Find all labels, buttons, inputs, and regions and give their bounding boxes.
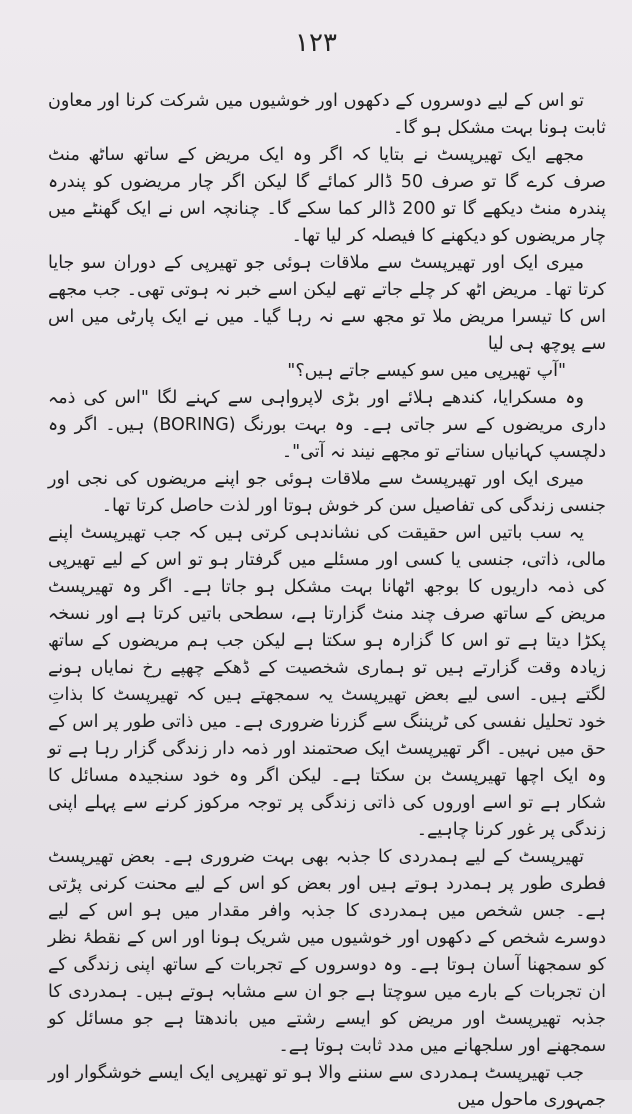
paragraph-5: میری ایک اور تھیرپسٹ سے ملاقات ہوئی جو اپنے مریضوں کی نجی اور جنسی زندگی کی تفاصیل سن کر خوش ہوتا اور لذت حاصل کرتا تھا۔ xyxy=(48,469,606,516)
paragraph-2: مجھے ایک تھیرپسٹ نے بتایا کہ اگر وہ ایک مریض کے ساتھ ساٹھ منٹ صرف کرے گا تو صرف 50 ڈالر کمائے گا لیکن اگر چار مریضوں کو پندرہ پندرہ منٹ دیکھے گا تو 200 ڈالر کما سکے گا۔ چنانچہ اس نے ایک گھنٹے میں چار مریضوں کو دیکھنے کا فیصلہ کر لیا تھا۔ xyxy=(48,145,607,246)
paragraph-4: وہ مسکرایا، کندھے ہلائے اور بڑی لاپرواہی سے کہنے لگا "اس کی ذمہ داری مریضوں کے سر جاتی ہے۔ وہ بہت بورنگ (BORING) ہیں۔ اگر وہ دلچسپ کہانیاں سناتے تو مجھے نیند نہ آتی"۔ xyxy=(48,388,606,462)
paragraph-7: تھیرپسٹ کے لیے ہمدردی کا جذبہ بھی بہت ضروری ہے۔ بعض تھیرپسٹ فطری طور پر ہمدرد ہوتے ہیں اور بعض کو اس کے لیے محنت کرنی پڑتی ہے۔ جس شخص میں ہمدردی کا جذبہ وافر مقدار میں ہو اس کے لیے دوسرے شخص کے دکھوں اور خوشیوں میں شریک ہونا اور اس کے نقطۂ نظر کو سمجھنا آسان ہوتا ہے۔ وہ دوسروں کے تجربات کے ساتھ اپنی زندگی کے ان تجربات کے بارے میں سوچتا ہے جو ان سے مشابہ ہوتے ہیں۔ ہمدردی کا جذبہ تھیرپسٹ اور مریض کو ایسے رشتے میں باندھتا ہے جو مسائل کو سمجھنے اور سلجھانے میں مدد ثابت ہوتا ہے۔ xyxy=(48,847,606,1056)
paragraph-1: تو اس کے لیے دوسروں کے دکھوں اور خوشیوں میں شرکت کرنا اور معاون ثابت ہونا بہت مشکل ہو گا۔ xyxy=(48,91,606,138)
quote-question: "آپ تھیرپی میں سو کیسے جاتے ہیں؟" xyxy=(287,361,566,381)
paragraph-8: جب تھیرپسٹ ہمدردی سے سننے والا ہو تو تھیرپی ایک ایسے خوشگوار اور جمہوری ماحول میں xyxy=(48,1063,606,1110)
paragraph-6: یہ سب باتیں اس حقیقت کی نشاندہی کرتی ہیں کہ جب تھیرپسٹ اپنے مالی، ذاتی، جنسی یا کسی اور مسئلے میں گرفتار ہو تو اس کے لیے تھیرپی کی ذمہ داریوں کا بوجھ اٹھانا بہت مشکل ہو جاتا ہے۔ اگر وہ تھیرپسٹ مریض کے ساتھ صرف چند منٹ گزارتا ہے، سطحی باتیں کرتا ہے اور نسخہ پکڑا دیتا ہے تو اس کا گزارہ ہو سکتا ہے لیکن جب ہم مریضوں کے ساتھ زیادہ وقت گزارتے ہیں تو ہماری شخصیت کے ڈھکے چھپے رخ نمایاں ہونے لگتے ہیں۔ اسی لیے بعض تھیرپسٹ یہ سمجھتے ہیں کہ تھیرپسٹ کا بذاتِ خود تحلیل نفسی کی ٹریننگ سے گزرنا ضروری ہے۔ میں ذاتی طور پر اس کے حق میں نہیں۔ اگر تھیرپسٹ ایک صحتمند اور ذمہ دار زندگی گزار رہا ہے تو وہ ایک اچھا تھیرپسٹ بن سکتا ہے۔ لیکن اگر وہ خود سنجیدہ مسائل کا شکار ہے تو اسے اوروں کی ذاتی زندگی پر توجہ مرکوز کرنے سے پہلے اپنی زندگی پر غور کرنا چاہیے۔ xyxy=(48,523,606,840)
paragraph-3: میری ایک اور تھیرپسٹ سے ملاقات ہوئی جو تھیرپی کے دوران سو جایا کرتا تھا۔ مریض اٹھ کر چلے جاتے تھے لیکن اسے خبر نہ ہوتی تھی۔ جب مجھے اس کا تیسرا مریض ملا تو مجھ سے نہ رہا گیا۔ میں نے ایک پارٹی میں اس سے پوچھ ہی لیا xyxy=(48,253,606,354)
page-number: ۱۲۳ xyxy=(295,28,337,58)
body-text xyxy=(48,88,606,1114)
